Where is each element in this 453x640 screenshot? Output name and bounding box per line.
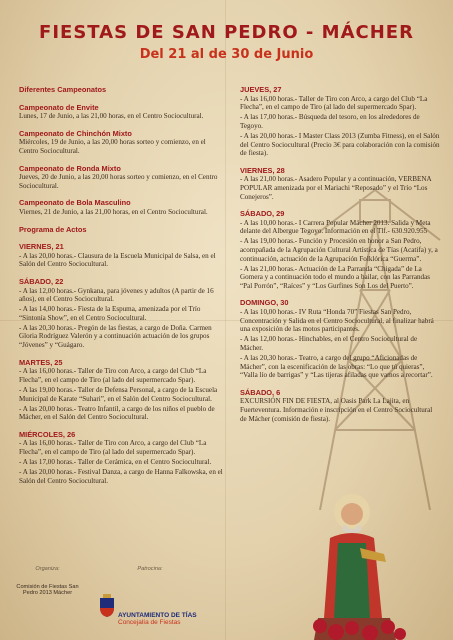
event-item: - A las 20,00 horas.- Festival Danza, a cargo de Hanna Falkowska, en el Salón del Centro Sociocultural. <box>19 468 223 485</box>
day-heading: MARTES, 25 <box>19 357 63 367</box>
championship-text: Lunes, 17 de Junio, a las 21,00 horas, en el Centro Sociocultural. <box>19 112 204 121</box>
event-item: - A las 14,00 horas.- Fiesta de la Espuma, amenizada por el Trío “Sintonía Show”, en el Centro Sociocultural. <box>19 305 201 322</box>
event-item: - A las 20,00 horas.- Teatro Infantil, a cargo de los niños el pueblo de Mácher, en el Salón del Centro Sociocultural. <box>19 404 215 422</box>
organizer-name: Comisión de Fiestas San Pedro 2013 Mácher <box>16 584 79 596</box>
event-item: - A las 12,00 horas.- Hinchables, en el Centro Sociocultural de Mácher. <box>240 335 418 352</box>
page-title: FIESTAS DE SAN PEDRO - MÁCHER <box>39 22 414 43</box>
championship-title: Campeonato de Chinchón Mixto <box>19 128 132 138</box>
event-item: EXCURSIÓN FIN DE FIESTA, al Oasis Park La Lajita, en Fuerteventura. Información e inscripción en el Centro Sociocultural de Mácher (comisión de fiesta). <box>240 397 433 423</box>
organize-label: Organiza: <box>35 566 60 572</box>
event-item: - A las 16,00 horas.- Taller de Tiro con Arco, a cargo del Club “La Flecha”, en el campo de Tiro (al lado del supermercado Spar). <box>240 94 428 112</box>
championship-text: Jueves, 20 de Junio, a las 20,00 horas sorteo y comienzo, en el Centro Sociocultural. <box>19 173 218 190</box>
event-item: - A las 21,00 horas.- Asadero Popular y a continuación, VERBENA POPULAR amenizada por el Mariachi “Reposado” y el Trío “Los Conejeros”. <box>240 175 432 201</box>
championship-title: Campeonato de Ronda Mixto <box>19 163 121 173</box>
ayuntamiento-name: AYUNTAMIENTO DE TÍAS <box>118 612 197 619</box>
sponsor-block <box>90 566 210 572</box>
event-item: - A las 20,30 horas.- Teatro, a cargo del grupo “Aficionadas de Mácher”, con la escenificación de las obras: “Lo que tú quieras”, “Valla lío de barrigas” y “Las tijeras afiladas que vamos a recortar”. <box>240 354 433 380</box>
page-subtitle: Del 21 al de 30 de Junio <box>139 47 314 62</box>
championship-title: Campeonato de Bola Masculino <box>19 198 131 208</box>
event-item: - A las 10,00 horas.- IV Ruta “Honda 70” Fiestas San Pedro, Concentración y Salida en el Centro Sociocultural, al finalizar habrá una exposición de las motos participantes. <box>240 308 434 334</box>
sponsor-label: Patrocina: <box>137 566 163 572</box>
day-heading: JUEVES, 27 <box>240 85 282 94</box>
event-item: - A las 20,30 horas.- Pregón de las fiestas, a cargo de Doña. Carmen Gloria Rodríguez Valerón y a continuación actuación de los grupos “Jóvenes” y “Guágaro. <box>19 323 212 350</box>
event-item: - A las 10,00 horas.- I Carrera Popular Mácher 2013. Salida y Meta delante del Albergue Tegoyo. Información en el Tlf.- 630.920.955 <box>240 218 431 236</box>
championship-title: Campeonato de Envite <box>19 102 99 112</box>
event-item: - A las 20,00 horas.- I Master Class 2013 (Zumba Fitness), en el Salón del Centro Sociocultural (Precio 3€ para colaboración con la comisión de fiesta). <box>240 131 440 158</box>
day-heading: DOMINGO, 30 <box>240 298 289 308</box>
event-item: - A las 21,00 horas.- Actuación de La Parranda “Chigada” de La Gomera y a continuación todo el mundo a bailar, con las Parrandas “Pal Porrón”, “Raíces” y “Los Gurfines Son Los del Puerto”. <box>240 264 431 290</box>
event-item: - A las 19,00 horas.- Taller de Defensa Personal, a cargo de la Escuela Municipal de Karate “Suhari”, en el Salón del Centro Sociocultural. <box>19 385 218 403</box>
ayuntamiento-logo <box>118 612 197 626</box>
event-item: - A las 16,00 horas.- Taller de Tiro con Arco, a cargo del Club “La Flecha”, en el campo de Tiro (al lado del supermercado Spar). <box>19 439 207 456</box>
day-heading: MIÉRCOLES, 26 <box>19 429 76 439</box>
ayuntamiento-department: Concejalía de Fiestas <box>118 619 181 626</box>
town-shield-icon <box>98 594 116 618</box>
event-item: - A las 12,00 horas.- Gynkana, para jóvenes y adultos (A partir de 16 años), en el Centro Sociocultural. <box>19 286 214 304</box>
program-heading: Programa de Actos <box>19 224 87 234</box>
championships-heading: Diferentes Campeonatos <box>19 85 107 94</box>
event-item: - A las 17,00 horas.- Búsqueda del tesoro, en los alrededores de Tegoyo. <box>240 113 420 130</box>
day-heading: VIERNES, 21 <box>19 242 64 252</box>
championship-text: Miércoles, 19 de Junio, a las 20,00 horas sorteo y comienzo, en el Centro Sociocultural. <box>19 138 206 155</box>
event-item: - A las 20,00 horas.- Clausura de la Escuela Municipal de Salsa, en el Salón del Centro Sociocultural. <box>19 251 216 269</box>
day-heading: VIERNES, 28 <box>240 165 285 175</box>
organizer-block <box>15 566 80 596</box>
day-heading: SÁBADO, 29 <box>240 209 285 219</box>
day-heading: SÁBADO, 6 <box>240 387 281 397</box>
event-item: - A las 16,00 horas.- Taller de Tiro con Arco, a cargo del Club “La Flecha”, en el campo de Tiro (al lado del supermercado Spar). <box>19 367 207 384</box>
left-column <box>19 86 224 485</box>
event-item: - A las 17,00 horas.- Taller de Cerámica, en el Centro Sociocultural. <box>19 458 212 467</box>
san-pedro-statue-image <box>300 488 410 640</box>
event-item: - A las 19,00 horas.- Función y Procesión en honor a San Pedro, acompañada de la Agrupación Cultural Artística de Tías (Acatifa) y, a continuación, actuación de la Agrupación Folklórica “Guerma”. <box>240 237 438 263</box>
right-column <box>240 86 440 423</box>
day-heading: SÁBADO, 22 <box>19 276 64 286</box>
championship-text: Viernes, 21 de Junio, a las 21,00 horas, en el Centro Sociocultural. <box>19 207 208 216</box>
